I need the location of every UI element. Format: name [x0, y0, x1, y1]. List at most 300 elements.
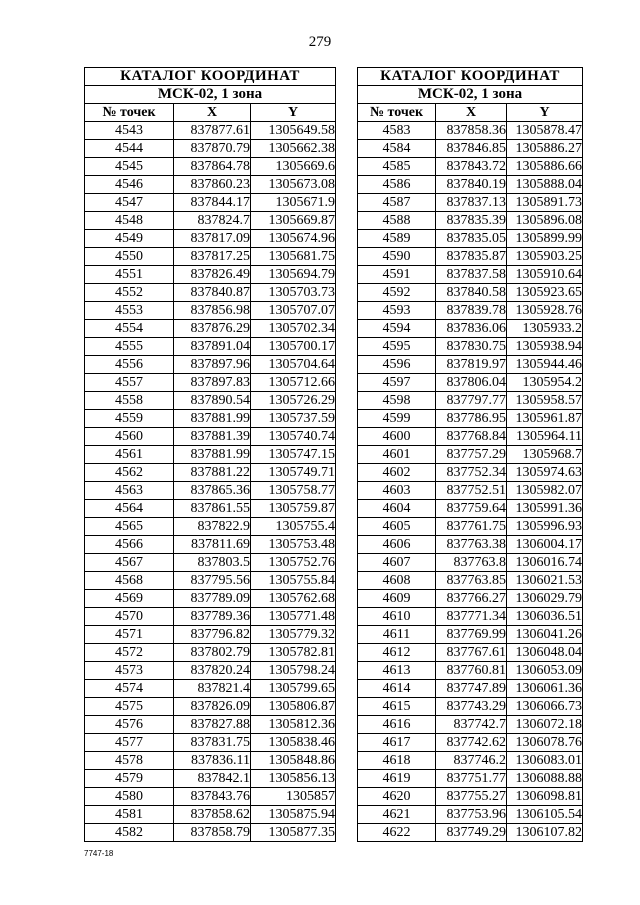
x-coordinate-cell: 837811.69	[174, 536, 251, 554]
point-number-cell: 4561	[85, 446, 174, 464]
point-number-cell: 4566	[85, 536, 174, 554]
point-number-cell: 4582	[85, 824, 174, 842]
x-coordinate-cell: 837858.36	[436, 122, 507, 140]
x-coordinate-cell: 837817.25	[174, 248, 251, 266]
column-header-point-number: № точек	[358, 104, 436, 122]
x-coordinate-cell: 837856.98	[174, 302, 251, 320]
y-coordinate-cell: 1305991.36	[507, 500, 583, 518]
point-number-cell: 4599	[358, 410, 436, 428]
table-row	[358, 752, 583, 770]
y-coordinate-cell: 1305749.71	[251, 464, 336, 482]
y-coordinate-cell: 1305755.4	[251, 518, 336, 536]
point-number-cell: 4621	[358, 806, 436, 824]
x-coordinate-cell: 837836.11	[174, 752, 251, 770]
x-coordinate-cell: 837803.5	[174, 554, 251, 572]
point-number-cell: 4588	[358, 212, 436, 230]
x-coordinate-cell: 837742.62	[436, 734, 507, 752]
y-coordinate-cell: 1306083.01	[507, 752, 583, 770]
point-number-cell: 4595	[358, 338, 436, 356]
table-row	[358, 446, 583, 464]
y-coordinate-cell: 1305671.9	[251, 194, 336, 212]
y-coordinate-cell: 1305812.36	[251, 716, 336, 734]
coordinate-catalog-table-right	[357, 67, 583, 842]
table-row	[358, 212, 583, 230]
table-row	[85, 194, 336, 212]
point-number-cell: 4598	[358, 392, 436, 410]
y-coordinate-cell: 1305958.57	[507, 392, 583, 410]
x-coordinate-cell: 837897.96	[174, 356, 251, 374]
point-number-cell: 4589	[358, 230, 436, 248]
x-coordinate-cell: 837826.49	[174, 266, 251, 284]
x-coordinate-cell: 837742.7	[436, 716, 507, 734]
table-row	[358, 662, 583, 680]
x-coordinate-cell: 837837.58	[436, 266, 507, 284]
x-coordinate-cell: 837820.24	[174, 662, 251, 680]
y-coordinate-cell: 1305938.94	[507, 338, 583, 356]
table-row	[358, 770, 583, 788]
point-number-cell: 4617	[358, 734, 436, 752]
y-coordinate-cell: 1305694.79	[251, 266, 336, 284]
y-coordinate-cell: 1305762.68	[251, 590, 336, 608]
table-row	[85, 428, 336, 446]
y-coordinate-cell: 1305944.46	[507, 356, 583, 374]
table-row	[85, 590, 336, 608]
y-coordinate-cell: 1305799.65	[251, 680, 336, 698]
point-number-cell: 4610	[358, 608, 436, 626]
x-coordinate-cell: 837760.81	[436, 662, 507, 680]
y-coordinate-cell: 1305707.07	[251, 302, 336, 320]
table-row	[358, 284, 583, 302]
table-row	[358, 680, 583, 698]
table-row	[358, 410, 583, 428]
point-number-cell: 4577	[85, 734, 174, 752]
y-coordinate-cell: 1306107.82	[507, 824, 583, 842]
point-number-cell: 4609	[358, 590, 436, 608]
x-coordinate-cell: 837831.75	[174, 734, 251, 752]
x-coordinate-cell: 837870.79	[174, 140, 251, 158]
table-row	[85, 536, 336, 554]
table-row	[358, 590, 583, 608]
y-coordinate-cell: 1305700.17	[251, 338, 336, 356]
x-coordinate-cell: 837830.75	[436, 338, 507, 356]
point-number-cell: 4543	[85, 122, 174, 140]
x-coordinate-cell: 837743.29	[436, 698, 507, 716]
table-row	[358, 356, 583, 374]
column-header-x: X	[436, 104, 507, 122]
x-coordinate-cell: 837840.19	[436, 176, 507, 194]
column-header-point-number: № точек	[85, 104, 174, 122]
y-coordinate-cell: 1305702.34	[251, 320, 336, 338]
x-coordinate-cell: 837821.4	[174, 680, 251, 698]
x-coordinate-cell: 837840.58	[436, 284, 507, 302]
table-row	[358, 194, 583, 212]
y-coordinate-cell: 1305703.73	[251, 284, 336, 302]
point-number-cell: 4606	[358, 536, 436, 554]
point-number-cell: 4615	[358, 698, 436, 716]
x-coordinate-cell: 837769.99	[436, 626, 507, 644]
point-number-cell: 4568	[85, 572, 174, 590]
x-coordinate-cell: 837759.64	[436, 500, 507, 518]
table-row	[358, 392, 583, 410]
table-row	[85, 230, 336, 248]
table-body	[85, 122, 336, 842]
table-title: КАТАЛОГ КООРДИНАТ	[358, 68, 583, 86]
point-number-cell: 4618	[358, 752, 436, 770]
x-coordinate-cell: 837789.09	[174, 590, 251, 608]
x-coordinate-cell: 837767.61	[436, 644, 507, 662]
column-header-y: Y	[251, 104, 336, 122]
point-number-cell: 4544	[85, 140, 174, 158]
x-coordinate-cell: 837824.7	[174, 212, 251, 230]
x-coordinate-cell: 837797.77	[436, 392, 507, 410]
x-coordinate-cell: 837795.56	[174, 572, 251, 590]
table-body	[358, 122, 583, 842]
table-row	[358, 140, 583, 158]
x-coordinate-cell: 837753.96	[436, 806, 507, 824]
point-number-cell: 4551	[85, 266, 174, 284]
y-coordinate-cell: 1305747.15	[251, 446, 336, 464]
table-row	[358, 572, 583, 590]
table-row	[358, 482, 583, 500]
table-row	[358, 248, 583, 266]
x-coordinate-cell: 837843.76	[174, 788, 251, 806]
table-row	[358, 608, 583, 626]
point-number-cell: 4594	[358, 320, 436, 338]
x-coordinate-cell: 837763.85	[436, 572, 507, 590]
x-coordinate-cell: 837881.99	[174, 446, 251, 464]
y-coordinate-cell: 1306098.81	[507, 788, 583, 806]
y-coordinate-cell: 1305877.35	[251, 824, 336, 842]
table-row	[358, 266, 583, 284]
point-number-cell: 4591	[358, 266, 436, 284]
y-coordinate-cell: 1306105.54	[507, 806, 583, 824]
point-number-cell: 4592	[358, 284, 436, 302]
y-coordinate-cell: 1306061.36	[507, 680, 583, 698]
table-row	[358, 716, 583, 734]
point-number-cell: 4562	[85, 464, 174, 482]
point-number-cell: 4590	[358, 248, 436, 266]
point-number-cell: 4554	[85, 320, 174, 338]
table-row	[358, 626, 583, 644]
table-row	[85, 212, 336, 230]
table-row	[85, 518, 336, 536]
table-row	[85, 320, 336, 338]
x-coordinate-cell: 837752.34	[436, 464, 507, 482]
x-coordinate-cell: 837846.85	[436, 140, 507, 158]
table-row	[85, 176, 336, 194]
y-coordinate-cell: 1306066.73	[507, 698, 583, 716]
x-coordinate-cell: 837864.78	[174, 158, 251, 176]
point-number-cell: 4556	[85, 356, 174, 374]
table-row	[358, 500, 583, 518]
point-number-cell: 4579	[85, 770, 174, 788]
point-number-cell: 4550	[85, 248, 174, 266]
y-coordinate-cell: 1305899.99	[507, 230, 583, 248]
y-coordinate-cell: 1305662.38	[251, 140, 336, 158]
table-row	[358, 230, 583, 248]
y-coordinate-cell: 1305875.94	[251, 806, 336, 824]
y-coordinate-cell: 1305878.47	[507, 122, 583, 140]
table-row	[85, 410, 336, 428]
point-number-cell: 4605	[358, 518, 436, 536]
y-coordinate-cell: 1305891.73	[507, 194, 583, 212]
point-number-cell: 4622	[358, 824, 436, 842]
table-row	[85, 464, 336, 482]
table-row	[85, 734, 336, 752]
table-zone: МСК-02, 1 зона	[85, 86, 336, 104]
x-coordinate-cell: 837746.2	[436, 752, 507, 770]
point-number-cell: 4607	[358, 554, 436, 572]
point-number-cell: 4576	[85, 716, 174, 734]
y-coordinate-cell: 1305753.48	[251, 536, 336, 554]
column-header-x: X	[174, 104, 251, 122]
y-coordinate-cell: 1305848.86	[251, 752, 336, 770]
table-row	[85, 284, 336, 302]
point-number-cell: 4555	[85, 338, 174, 356]
y-coordinate-cell: 1305752.76	[251, 554, 336, 572]
table-row	[85, 374, 336, 392]
table-row	[358, 320, 583, 338]
table-row	[358, 806, 583, 824]
point-number-cell: 4578	[85, 752, 174, 770]
x-coordinate-cell: 837752.51	[436, 482, 507, 500]
point-number-cell: 4575	[85, 698, 174, 716]
x-coordinate-cell: 837771.34	[436, 608, 507, 626]
table-row	[85, 122, 336, 140]
x-coordinate-cell: 837860.23	[174, 176, 251, 194]
point-number-cell: 4620	[358, 788, 436, 806]
table-row	[85, 644, 336, 662]
x-coordinate-cell: 837836.06	[436, 320, 507, 338]
x-coordinate-cell: 837835.05	[436, 230, 507, 248]
x-coordinate-cell: 837858.79	[174, 824, 251, 842]
point-number-cell: 4611	[358, 626, 436, 644]
point-number-cell: 4584	[358, 140, 436, 158]
table-row	[358, 518, 583, 536]
point-number-cell: 4563	[85, 482, 174, 500]
point-number-cell: 4597	[358, 374, 436, 392]
point-number-cell: 4583	[358, 122, 436, 140]
table-row	[85, 752, 336, 770]
point-number-cell: 4558	[85, 392, 174, 410]
table-row	[85, 356, 336, 374]
table-row	[358, 464, 583, 482]
table-row	[358, 536, 583, 554]
x-coordinate-cell: 837858.62	[174, 806, 251, 824]
point-number-cell: 4553	[85, 302, 174, 320]
document-code: 7747-18	[84, 849, 114, 858]
x-coordinate-cell: 837766.27	[436, 590, 507, 608]
x-coordinate-cell: 837840.87	[174, 284, 251, 302]
table-row	[358, 338, 583, 356]
table-row	[85, 248, 336, 266]
table-row	[85, 770, 336, 788]
y-coordinate-cell: 1305923.65	[507, 284, 583, 302]
point-number-cell: 4557	[85, 374, 174, 392]
y-coordinate-cell: 1306088.88	[507, 770, 583, 788]
table-row	[85, 158, 336, 176]
point-number-cell: 4570	[85, 608, 174, 626]
table-row	[85, 140, 336, 158]
y-coordinate-cell: 1306048.04	[507, 644, 583, 662]
point-number-cell: 4600	[358, 428, 436, 446]
table-row	[358, 554, 583, 572]
x-coordinate-cell: 837768.84	[436, 428, 507, 446]
y-coordinate-cell: 1306016.74	[507, 554, 583, 572]
point-number-cell: 4604	[358, 500, 436, 518]
y-coordinate-cell: 1305886.27	[507, 140, 583, 158]
point-number-cell: 4601	[358, 446, 436, 464]
y-coordinate-cell: 1306036.51	[507, 608, 583, 626]
page-number: 279	[308, 34, 332, 50]
point-number-cell: 4573	[85, 662, 174, 680]
table-row	[85, 302, 336, 320]
x-coordinate-cell: 837757.29	[436, 446, 507, 464]
point-number-cell: 4581	[85, 806, 174, 824]
point-number-cell: 4549	[85, 230, 174, 248]
point-number-cell: 4616	[358, 716, 436, 734]
y-coordinate-cell: 1305782.81	[251, 644, 336, 662]
point-number-cell: 4567	[85, 554, 174, 572]
table-row	[85, 392, 336, 410]
y-coordinate-cell: 1305759.87	[251, 500, 336, 518]
y-coordinate-cell: 1305974.63	[507, 464, 583, 482]
table-row	[85, 698, 336, 716]
x-coordinate-cell: 837817.09	[174, 230, 251, 248]
y-coordinate-cell: 1305964.11	[507, 428, 583, 446]
y-coordinate-cell: 1306041.26	[507, 626, 583, 644]
y-coordinate-cell: 1305954.2	[507, 374, 583, 392]
table-row	[85, 266, 336, 284]
x-coordinate-cell: 837819.97	[436, 356, 507, 374]
y-coordinate-cell: 1305856.13	[251, 770, 336, 788]
y-coordinate-cell: 1305712.66	[251, 374, 336, 392]
y-coordinate-cell: 1306029.79	[507, 590, 583, 608]
x-coordinate-cell: 837763.8	[436, 554, 507, 572]
y-coordinate-cell: 1305806.87	[251, 698, 336, 716]
table-row	[358, 698, 583, 716]
point-number-cell: 4602	[358, 464, 436, 482]
y-coordinate-cell: 1305838.46	[251, 734, 336, 752]
y-coordinate-cell: 1306078.76	[507, 734, 583, 752]
x-coordinate-cell: 837881.99	[174, 410, 251, 428]
point-number-cell: 4596	[358, 356, 436, 374]
x-coordinate-cell: 837822.9	[174, 518, 251, 536]
x-coordinate-cell: 837755.27	[436, 788, 507, 806]
y-coordinate-cell: 1306021.53	[507, 572, 583, 590]
table-row	[85, 572, 336, 590]
coordinate-catalog-table-left	[84, 67, 336, 842]
x-coordinate-cell: 837839.78	[436, 302, 507, 320]
point-number-cell: 4619	[358, 770, 436, 788]
x-coordinate-cell: 837749.29	[436, 824, 507, 842]
x-coordinate-cell: 837891.04	[174, 338, 251, 356]
table-row	[358, 176, 583, 194]
y-coordinate-cell: 1305669.6	[251, 158, 336, 176]
point-number-cell: 4586	[358, 176, 436, 194]
y-coordinate-cell: 1305740.74	[251, 428, 336, 446]
table-row	[85, 482, 336, 500]
table-row	[358, 122, 583, 140]
x-coordinate-cell: 837806.04	[436, 374, 507, 392]
y-coordinate-cell: 1305886.66	[507, 158, 583, 176]
y-coordinate-cell: 1305982.07	[507, 482, 583, 500]
y-coordinate-cell: 1305968.7	[507, 446, 583, 464]
point-number-cell: 4560	[85, 428, 174, 446]
x-coordinate-cell: 837827.88	[174, 716, 251, 734]
point-number-cell: 4571	[85, 626, 174, 644]
table-row	[85, 500, 336, 518]
y-coordinate-cell: 1306053.09	[507, 662, 583, 680]
point-number-cell: 4547	[85, 194, 174, 212]
x-coordinate-cell: 837837.13	[436, 194, 507, 212]
table-row	[85, 788, 336, 806]
point-number-cell: 4574	[85, 680, 174, 698]
point-number-cell: 4608	[358, 572, 436, 590]
y-coordinate-cell: 1305961.87	[507, 410, 583, 428]
table-row	[85, 662, 336, 680]
x-coordinate-cell: 837796.82	[174, 626, 251, 644]
table-row	[358, 644, 583, 662]
point-number-cell: 4613	[358, 662, 436, 680]
y-coordinate-cell: 1305758.77	[251, 482, 336, 500]
x-coordinate-cell: 837842.1	[174, 770, 251, 788]
table-row	[358, 824, 583, 842]
point-number-cell: 4552	[85, 284, 174, 302]
table-row	[358, 788, 583, 806]
point-number-cell: 4548	[85, 212, 174, 230]
x-coordinate-cell: 837747.89	[436, 680, 507, 698]
y-coordinate-cell: 1305755.84	[251, 572, 336, 590]
point-number-cell: 4564	[85, 500, 174, 518]
table-row	[85, 824, 336, 842]
point-number-cell: 4603	[358, 482, 436, 500]
y-coordinate-cell: 1305928.76	[507, 302, 583, 320]
table-row	[85, 680, 336, 698]
x-coordinate-cell: 837897.83	[174, 374, 251, 392]
x-coordinate-cell: 837877.61	[174, 122, 251, 140]
x-coordinate-cell: 837865.36	[174, 482, 251, 500]
point-number-cell: 4545	[85, 158, 174, 176]
x-coordinate-cell: 837835.87	[436, 248, 507, 266]
table-row	[85, 806, 336, 824]
y-coordinate-cell: 1305857	[251, 788, 336, 806]
y-coordinate-cell: 1305674.96	[251, 230, 336, 248]
x-coordinate-cell: 837786.95	[436, 410, 507, 428]
point-number-cell: 4587	[358, 194, 436, 212]
y-coordinate-cell: 1305681.75	[251, 248, 336, 266]
y-coordinate-cell: 1305726.29	[251, 392, 336, 410]
y-coordinate-cell: 1305996.93	[507, 518, 583, 536]
x-coordinate-cell: 837789.36	[174, 608, 251, 626]
x-coordinate-cell: 837844.17	[174, 194, 251, 212]
y-coordinate-cell: 1305933.2	[507, 320, 583, 338]
table-row	[358, 302, 583, 320]
x-coordinate-cell: 837881.22	[174, 464, 251, 482]
y-coordinate-cell: 1305888.04	[507, 176, 583, 194]
table-row	[358, 734, 583, 752]
table-row	[358, 428, 583, 446]
y-coordinate-cell: 1305673.08	[251, 176, 336, 194]
point-number-cell: 4580	[85, 788, 174, 806]
y-coordinate-cell: 1305903.25	[507, 248, 583, 266]
y-coordinate-cell: 1306004.17	[507, 536, 583, 554]
x-coordinate-cell: 837761.75	[436, 518, 507, 536]
column-header-y: Y	[507, 104, 583, 122]
x-coordinate-cell: 837751.77	[436, 770, 507, 788]
point-number-cell: 4569	[85, 590, 174, 608]
table-row	[85, 716, 336, 734]
